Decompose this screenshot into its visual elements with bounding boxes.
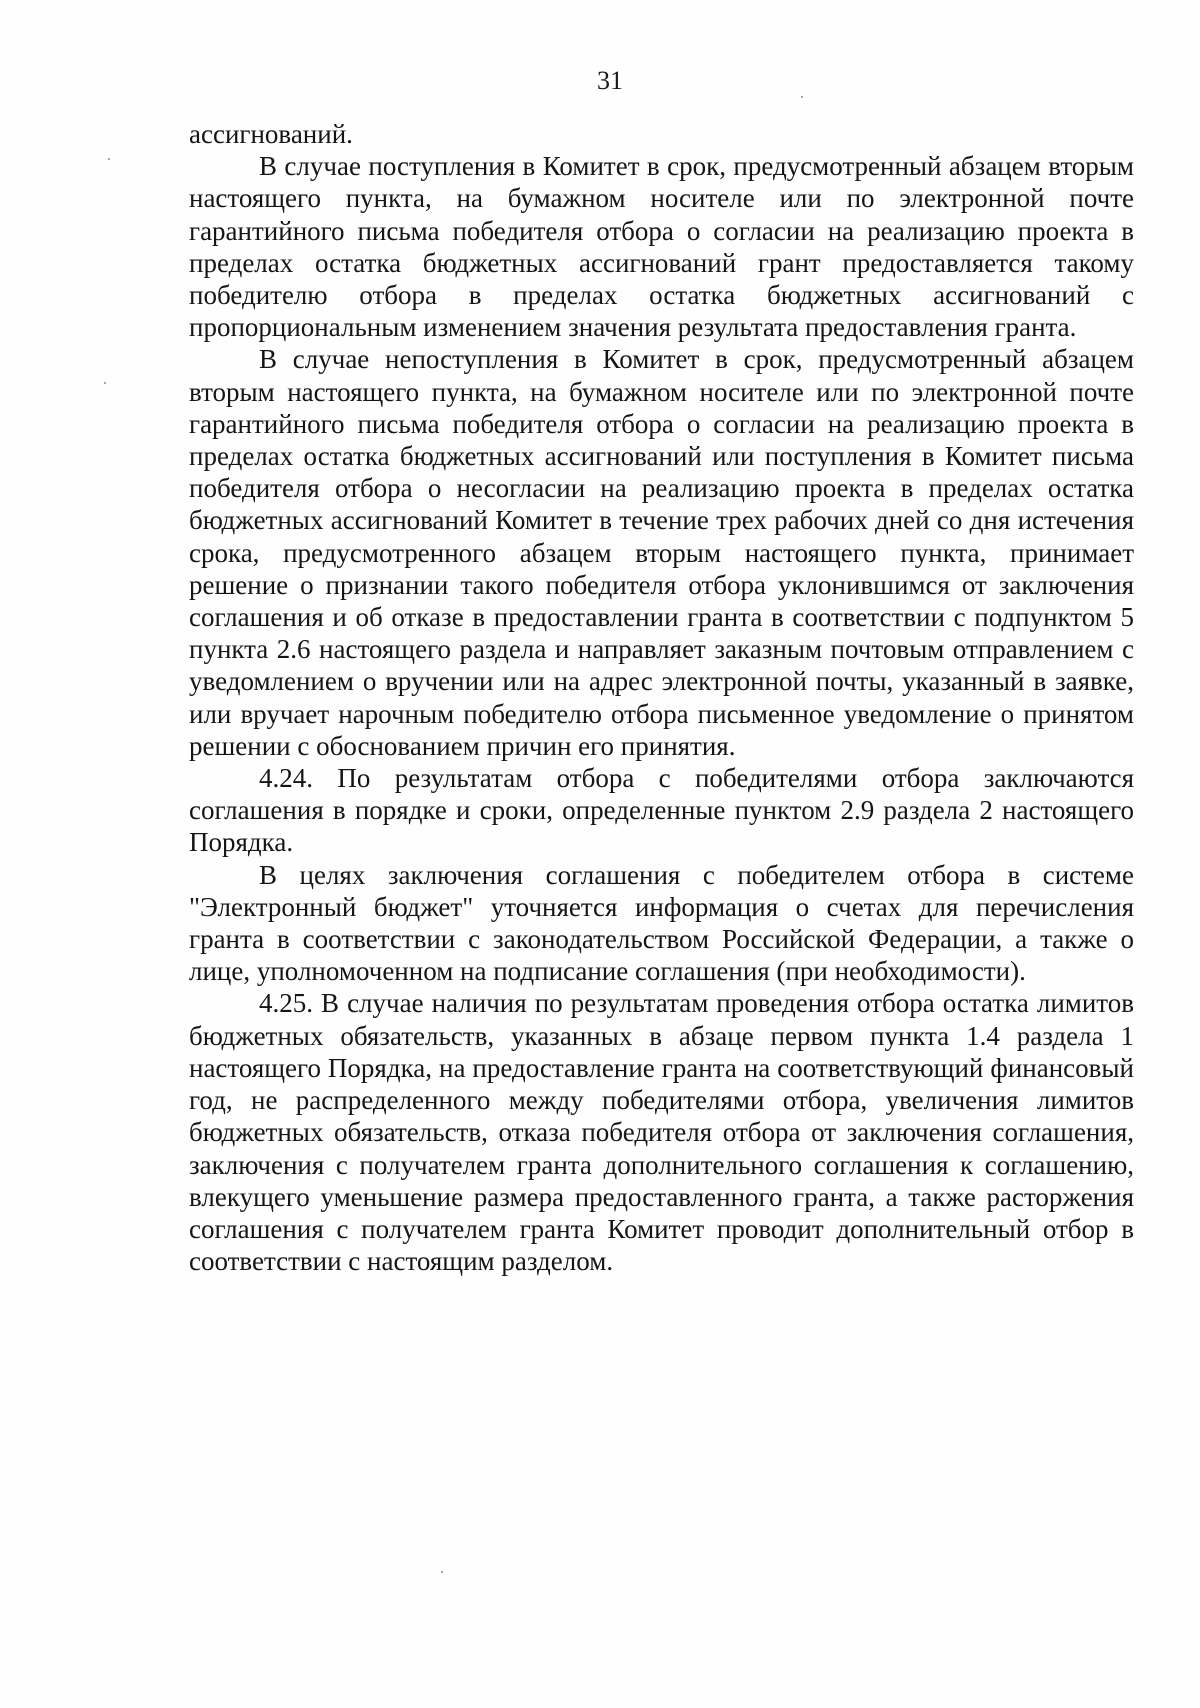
scan-speck <box>104 382 106 384</box>
paragraph-non-receipt-case: В случае непоступления в Комитет в срок, предусмотренный абзацем вторым настоящего пункта, на бумажном носителе или по электронной почте гарантийного письма победителя отбора о согласии на реализацию проекта в пределах остатка бюджетных ассигнований или поступления в Комитет письма победителя отбора о несогласии на реализацию проекта в пределах остатка бюджетных ассигнований Комитет в течение трех рабочих дней со дня истечения срока, предусмотренного абзацем вторым настоящего пункта, принимает решение о признании такого победителя отбора уклонившимся от заключения соглашения и об отказе в предоставлении гранта в соответствии с подпунктом 5 пункта 2.6 настоящего раздела и направляет заказным почтовым отправлением с уведомлением о вручении или на адрес электронной почты, указанный в заявке, или вручает нарочным победителю отбора письменное уведомление о принятом решении с обоснованием причин его принятия. <box>189 344 1134 761</box>
paragraph-clause-4-24: 4.24. По результатам отбора с победителями отбора заключаются соглашения в порядке и сроки, определенные пунктом 2.9 раздела 2 настоящего Порядка. <box>189 763 1134 858</box>
scan-speck <box>108 158 110 160</box>
paragraph-clause-4-25: 4.25. В случае наличия по результатам проведения отбора остатка лимитов бюджетных обязательств, указанных в абзаце первом пункта 1.4 раздела 1 настоящего Порядка, на предоставление гранта на соответствующий финансовый год, не распределенного между победителями отбора, увеличения лимитов бюджетных обязательств, отказа победителя отбора от заключения соглашения, заключения с получателем гранта дополнительного соглашения к соглашению, влекущего уменьшение размера предоставленного гранта, а также расторжения соглашения с получателем гранта Комитет проводит дополнительный отбор в соответствии с настоящим разделом. <box>189 988 1134 1277</box>
page-number: 31 <box>597 66 623 95</box>
paragraph-receipt-case: В случае поступления в Комитет в срок, предусмотренный абзацем вторым настоящего пункта, на бумажном носителе или по электронной почте гарантийного письма победителя отбора о согласии на реализацию проекта в пределах остатка бюджетных ассигнований грант предоставляется такому победителю отбора в пределах остатка бюджетных ассигнований с пропорциональным изменением значения результата предоставления гранта. <box>189 151 1134 343</box>
paragraph-continuation: ассигнований. <box>189 119 353 149</box>
scan-speck <box>801 96 803 98</box>
scan-speck <box>441 1571 443 1573</box>
document-body <box>189 118 1134 1277</box>
paragraph-electronic-budget: В целях заключения соглашения с победителем отбора в системе "Электронный бюджет" уточняется информация о счетах для перечисления гранта в соответствии с законодательством Российской Федерации, а также о лице, уполномоченном на подписание соглашения (при необходимости). <box>189 859 1134 987</box>
